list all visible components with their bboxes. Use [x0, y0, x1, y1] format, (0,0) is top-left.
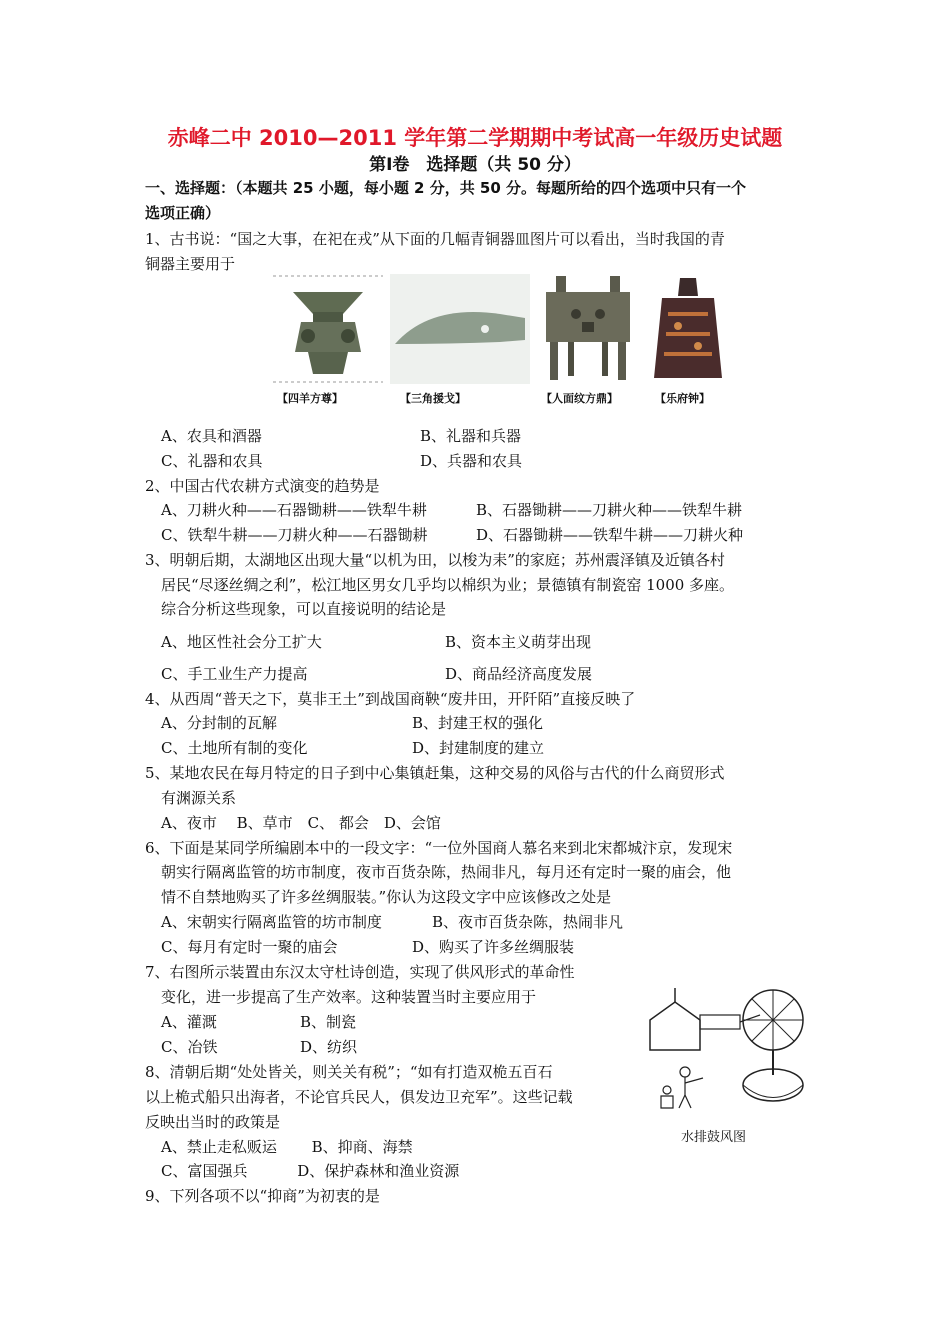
- page-title: 赤峰二中 2010—2011 学年第二学期期中考试高一年级历史试题: [167, 126, 783, 150]
- q9-stem: 9、下列各项不以“抑商”为初衷的是: [145, 1187, 380, 1205]
- q5-stem-line-1: 5、某地农民在每月特定的日子到中心集镇赶集，这种交易的风俗与古代的什么商贸形式: [145, 764, 725, 782]
- bronze-ge-image: [390, 274, 530, 384]
- q7-option-d: D、纺织: [300, 1038, 358, 1056]
- q6-option-c: C、每月有定时一聚的庙会: [161, 938, 338, 956]
- q2-option-a: A、刀耕火种——石器锄耕——铁犁牛耕: [161, 501, 427, 519]
- q1-stem-line-2: 铜器主要用于: [145, 255, 236, 273]
- q1-option-c: C、礼器和农具: [161, 452, 263, 470]
- q8-stem-line-3: 反映出当时的政策是: [145, 1113, 281, 1131]
- q6-option-a: A、宋朝实行隔离监管的坊市制度: [161, 913, 382, 931]
- water-bellows-figure: [645, 980, 810, 1115]
- q8-options-ab: A、禁止走私贩运 B、抑商、海禁: [161, 1138, 413, 1156]
- q6-stem-line-3: 情不自禁地购买了许多丝绸服装。”你认为这段文字中应该修改之处是: [161, 888, 612, 906]
- q3-option-c: C、手工业生产力提高: [161, 665, 308, 683]
- q3-option-a: A、地区性社会分工扩大: [161, 633, 322, 651]
- q8-stem-line-1: 8、清朝后期“处处皆关，则关关有税”；“如有打造双桅五百石: [145, 1063, 553, 1081]
- q7-stem-line-2: 变化，进一步提高了生产效率。这种装置当时主要应用于: [161, 988, 537, 1006]
- section-instructions-line-1: 一、选择题：（本题共 25 小题，每小题 2 分，共 50 分。每题所给的四个选项中只有一个: [145, 179, 747, 197]
- q2-option-b: B、石器锄耕——刀耕火种——铁犁牛耕: [476, 501, 743, 519]
- q2-option-c: C、铁犁牛耕——刀耕火种——石器锄耕: [161, 526, 428, 544]
- q4-option-b: B、封建王权的强化: [412, 714, 544, 732]
- q6-stem-line-2: 朝实行隔离监管的坊市制度，夜市百货杂陈，热闹非凡，每月还有定时一聚的庙会，他: [161, 863, 732, 881]
- caption-four-ram-zun: 【四羊方尊】: [277, 392, 343, 405]
- section-subtitle: 第Ⅰ卷 选择题（共 50 分）: [369, 155, 581, 175]
- q1-option-d: D、兵器和农具: [420, 452, 523, 470]
- q3-stem-line-1: 3、明朝后期，太湖地区出现大量“以机为田，以梭为耒”的家庭；苏州震泽镇及近镇各村: [145, 551, 725, 569]
- q4-option-c: C、土地所有制的变化: [161, 739, 308, 757]
- q3-stem-line-3: 综合分析这些现象，可以直接说明的结论是: [161, 600, 447, 618]
- q5-options: A、夜市 B、草市 C、 都会 D、会馆: [161, 814, 441, 832]
- q1-option-a: A、农具和酒器: [161, 427, 262, 445]
- q1-stem-line-1: 1、古书说：“国之大事，在祀在戎”从下面的几幅青铜器皿图片可以看出，当时我国的青: [145, 230, 725, 248]
- section-instructions-line-2: 选项正确）: [145, 204, 221, 222]
- q8-stem-line-2: 以上桅式船只出海者，不论官兵民人，俱发边卫充军”。这些记载: [145, 1088, 573, 1106]
- q4-option-d: D、封建制度的建立: [412, 739, 545, 757]
- bronze-zun-image: [273, 274, 383, 384]
- q7-stem-line-1: 7、右图所示装置由东汉太守杜诗创造，实现了供风形式的革命性: [145, 963, 575, 981]
- q3-option-d: D、商品经济高度发展: [445, 665, 593, 683]
- bronze-ding-image: [538, 274, 638, 384]
- caption-triangular-ge: 【三角援戈】: [400, 392, 466, 405]
- q3-stem-line-2: 居民“尽逐丝绸之利”，松江地区男女几乎均以棉织为业；景德镇有制瓷窑 1000 多座。: [161, 576, 735, 594]
- q7-option-b: B、制瓷: [300, 1013, 357, 1031]
- q8-options-cd: C、富国强兵 D、保护森林和渔业资源: [161, 1162, 460, 1180]
- caption-bell: 【乐府钟】: [655, 392, 710, 405]
- q6-stem-line-1: 6、下面是某同学所编剧本中的一段文字：“一位外国商人慕名来到北宋都城汴京，发现宋: [145, 839, 733, 857]
- q7-option-c: C、冶铁: [161, 1038, 218, 1056]
- bronze-bell-image: [648, 274, 728, 384]
- caption-face-ding: 【人面纹方鼎】: [541, 392, 618, 405]
- q6-option-d: D、购买了许多丝绸服装: [412, 938, 575, 956]
- q2-option-d: D、石器锄耕——铁犁牛耕——刀耕火种: [476, 526, 744, 544]
- q5-stem-line-2: 有渊源关系: [161, 789, 237, 807]
- q6-option-b: B、夜市百货杂陈，热闹非凡: [432, 913, 624, 931]
- q2-stem: 2、中国古代农耕方式演变的趋势是: [145, 477, 380, 495]
- water-bellows-caption: 水排鼓风图: [681, 1130, 747, 1145]
- q3-option-b: B、资本主义萌芽出现: [445, 633, 592, 651]
- q4-stem: 4、从西周“普天之下，莫非王土”到战国商鞅“废井田，开阡陌”直接反映了: [145, 690, 636, 708]
- q1-option-b: B、礼器和兵器: [420, 427, 522, 445]
- q4-option-a: A、分封制的瓦解: [161, 714, 277, 732]
- q7-option-a: A、灌溉: [161, 1013, 217, 1031]
